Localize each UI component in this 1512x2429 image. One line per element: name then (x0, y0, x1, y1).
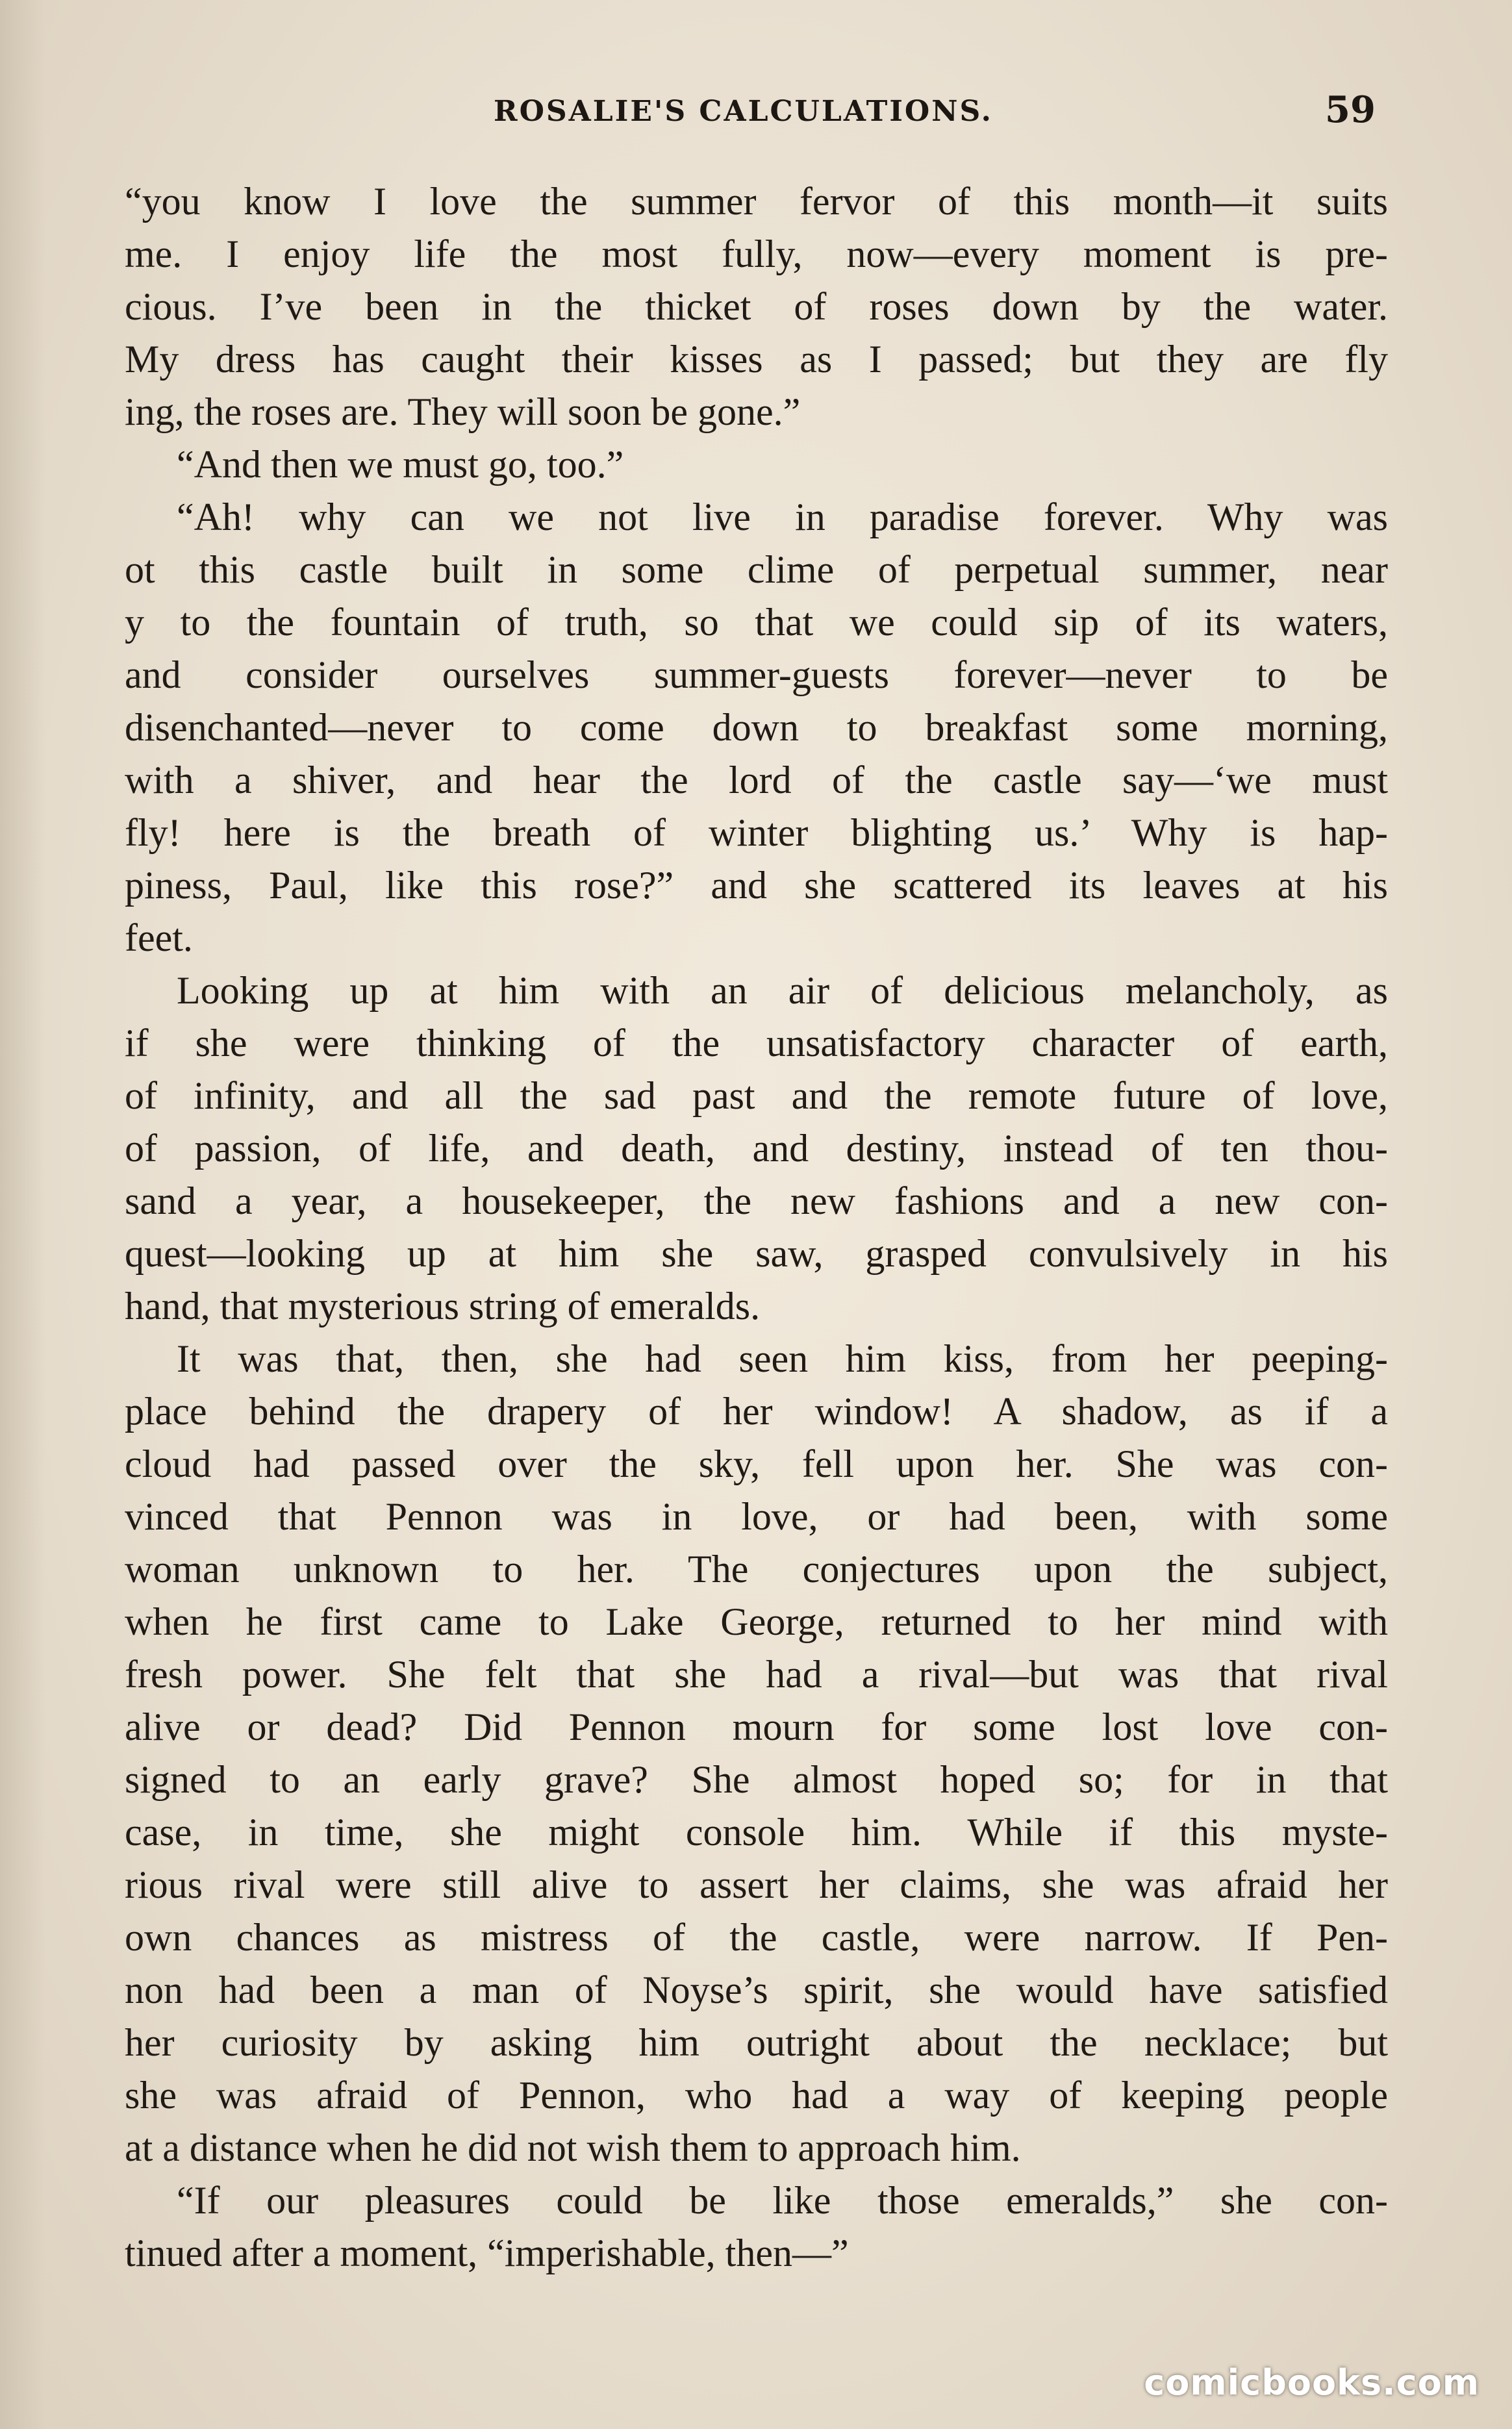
text-line: of passion, of life, and death, and destiny, instead of ten thou- (125, 1127, 1388, 1170)
text-line: with a shiver, and hear the lord of the castle say—‘we must (125, 759, 1388, 801)
body-text (125, 175, 1388, 2280)
text-line: signed to an early grave? She almost hoped so; for in that (125, 1758, 1388, 1801)
text-line: non had been a man of Noyse’s spirit, she would have satisfied (125, 1969, 1388, 2011)
text-line: vinced that Pennon was in love, or had been, with some (125, 1495, 1388, 1538)
text-line: and consider ourselves summer-guests forever—never to be (125, 653, 1388, 696)
text-line: alive or dead? Did Pennon mourn for some lost love con- (125, 1705, 1388, 1748)
watermark: comicbooks.com (1144, 2362, 1480, 2403)
text-line: when he first came to Lake George, returned to her mind with (125, 1600, 1388, 1643)
page-edge-shadow (0, 0, 45, 2429)
text-line: “you know I love the summer fervor of this month—it suits (125, 180, 1388, 223)
text-line: Looking up at him with an air of delicious melancholy, as (177, 969, 1388, 1012)
text-line: fly! here is the breath of winter blighting us.’ Why is hap- (125, 811, 1388, 854)
text-line: It was that, then, she had seen him kiss, from her peeping- (177, 1337, 1388, 1380)
text-line: y to the fountain of truth, so that we could sip of its waters, (125, 601, 1388, 644)
text-line: place behind the drapery of her window! A shadow, as if a (125, 1390, 1388, 1433)
text-line: “If our pleasures could be like those emeralds,” she con- (177, 2179, 1388, 2222)
text-line: rious rival were still alive to assert her claims, she was afraid her (125, 1863, 1388, 1906)
text-line: case, in time, she might console him. While if this myste- (125, 1811, 1388, 1854)
text-line: My dress has caught their kisses as I passed; but they are fly (125, 338, 1388, 381)
text-line: fresh power. She felt that she had a rival—but was that rival (125, 1653, 1388, 1696)
text-line: woman unknown to her. The conjectures upon the subject, (125, 1548, 1388, 1591)
running-head: ROSALIE'S CALCULATIONS. (494, 95, 993, 128)
text-line: her curiosity by asking him outright about the necklace; but (125, 2021, 1388, 2064)
text-line: cious. I’ve been in the thicket of roses down by the water. (125, 285, 1388, 328)
page-number: 59 (1325, 88, 1376, 131)
text-line: of infinity, and all the sad past and the remote future of love, (125, 1074, 1388, 1117)
text-line: ot this castle built in some clime of perpetual summer, near (125, 548, 1388, 591)
text-line: “And then we must go, too.” (177, 443, 624, 486)
text-line: me. I enjoy life the most fully, now—every moment is pre- (125, 233, 1388, 275)
text-line: at a distance when he did not wish them to approach him. (125, 2126, 1021, 2169)
text-line: feet. (125, 916, 193, 959)
text-line: hand, that mysterious string of emeralds. (125, 1285, 761, 1328)
text-line: tinued after a moment, “imperishable, then—” (125, 2232, 849, 2274)
page-header (0, 83, 1512, 142)
text-line: sand a year, a housekeeper, the new fashions and a new con- (125, 1179, 1388, 1222)
text-line: quest—looking up at him she saw, grasped convulsively in his (125, 1232, 1388, 1275)
text-line: cloud had passed over the sky, fell upon her. She was con- (125, 1442, 1388, 1485)
text-line: piness, Paul, like this rose?” and she scattered its leaves at his (125, 864, 1388, 907)
text-line: own chances as mistress of the castle, were narrow. If Pen- (125, 1916, 1388, 1959)
text-line: “Ah! why can we not live in paradise forever. Why was (177, 496, 1388, 538)
text-line: ing, the roses are. They will soon be gone.” (125, 390, 801, 433)
text-line: she was afraid of Pennon, who had a way of keeping people (125, 2074, 1388, 2117)
text-line: disenchanted—never to come down to breakfast some morning, (125, 706, 1388, 749)
text-line: if she were thinking of the unsatisfactory character of earth, (125, 1022, 1388, 1064)
